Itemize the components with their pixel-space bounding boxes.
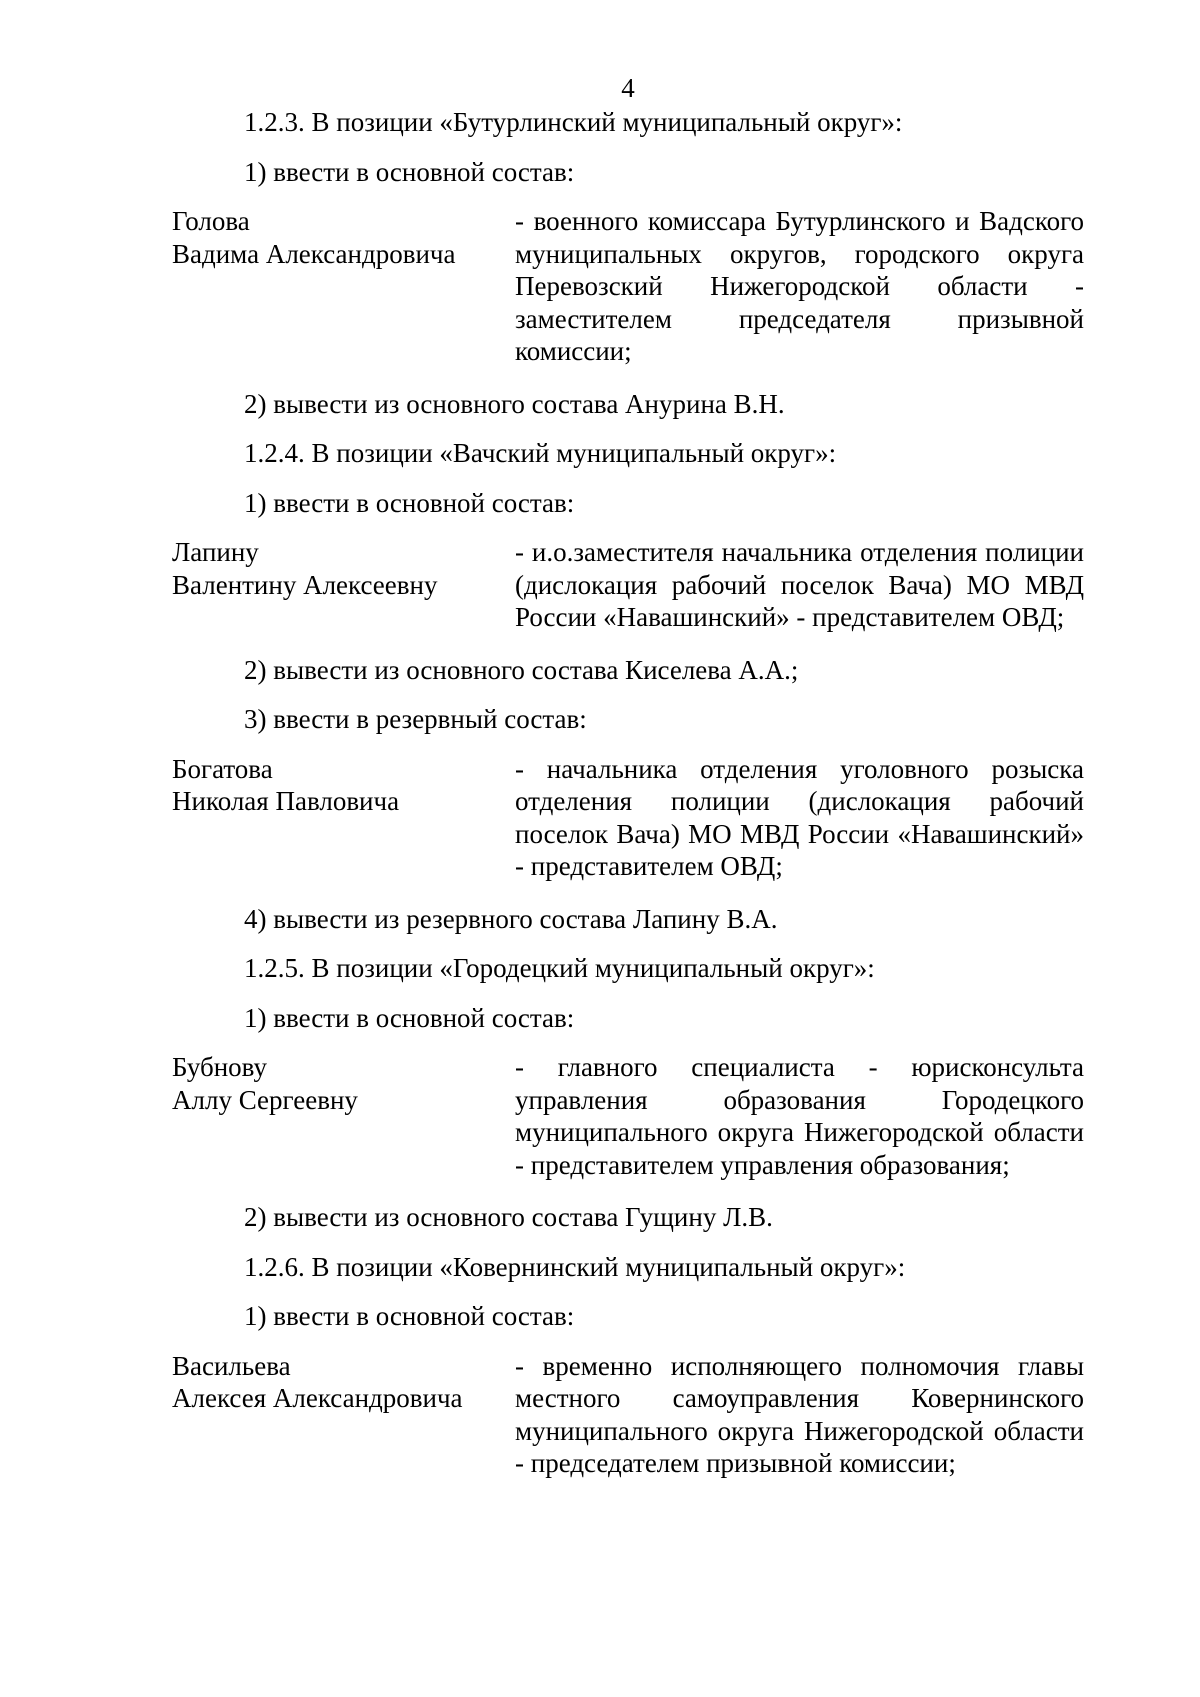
step-text: 4) вывести из резервного состава Лапину В.А. <box>244 903 778 934</box>
step-text: 1) ввести в основной состав: <box>244 156 575 187</box>
person-surname: Бубнову <box>172 1052 267 1082</box>
person-name <box>172 1350 515 1480</box>
person-given-names: Аллу Сергеевну <box>172 1084 358 1115</box>
step-text: 2) вывести из основного состава Киселева А.А.; <box>244 654 799 685</box>
person-role: - временно исполняющего полномочия главы местного самоуправления Ковернинского муниципального округа Нижегородской области - председателем призывной комиссии; <box>515 1350 1084 1478</box>
person-entry <box>172 205 1084 368</box>
person-entry <box>172 536 1084 634</box>
person-given-names: Вадима Александровича <box>172 238 456 269</box>
person-given-names: Валентину Алексеевну <box>172 569 438 600</box>
section-heading: 1.2.5. В позиции «Городецкий муниципальный округ»: <box>244 953 875 983</box>
step-text: 2) вывести из основного состава Анурина В.Н. <box>244 388 785 419</box>
person-role: - и.о.заместителя начальника отделения полиции (дислокация рабочий поселок Вача) МО МВД России «Навашинский» - представителем ОВД; <box>515 537 1084 632</box>
person-surname: Васильева <box>172 1350 291 1381</box>
person-surname: Лапину <box>172 537 259 567</box>
section-heading: 1.2.6. В позиции «Ковернинский муниципальный округ»: <box>244 1251 906 1282</box>
document-page <box>172 70 1084 1480</box>
person-surname: Богатова <box>172 753 273 784</box>
step-text: 1) ввести в основной состав: <box>244 487 575 518</box>
person-name <box>172 536 515 634</box>
person-role: - начальника отделения уголовного розыска отделения полиции (дислокация рабочий поселок Вача) МО МВД России «Навашинский» - представителем ОВД; <box>515 753 1084 881</box>
step-text: 1) ввести в основной состав: <box>244 1002 575 1033</box>
section-heading: 1.2.3. В позиции «Бутурлинский муниципальный округ»: <box>244 107 903 137</box>
section-heading: 1.2.4. В позиции «Вачский муниципальный округ»: <box>244 438 837 468</box>
person-name <box>172 205 515 368</box>
person-entry <box>172 1350 1084 1480</box>
person-entry <box>172 1051 1084 1181</box>
step-text: 3) ввести в резервный состав: <box>244 704 587 734</box>
person-given-names: Алексея Александровича <box>172 1383 463 1413</box>
person-given-names: Николая Павловича <box>172 786 400 816</box>
person-role: - военного комиссара Бутурлинского и Вадского муниципальных округов, городского округа Перевозский Нижегородской области - заместителем председателя призывной комиссии; <box>515 206 1084 366</box>
person-name <box>172 1051 515 1181</box>
person-entry <box>172 753 1084 883</box>
step-text: 1) ввести в основной состав: <box>244 1301 575 1331</box>
person-role: - главного специалиста - юрисконсульта управления образования Городецкого муниципального округа Нижегородской области - представителем управления образования; <box>515 1052 1084 1180</box>
person-surname: Голова <box>172 206 250 236</box>
person-name <box>172 753 515 883</box>
step-text: 2) вывести из основного состава Гущину Л.В. <box>244 1202 773 1232</box>
page-number: 4 <box>621 73 635 103</box>
